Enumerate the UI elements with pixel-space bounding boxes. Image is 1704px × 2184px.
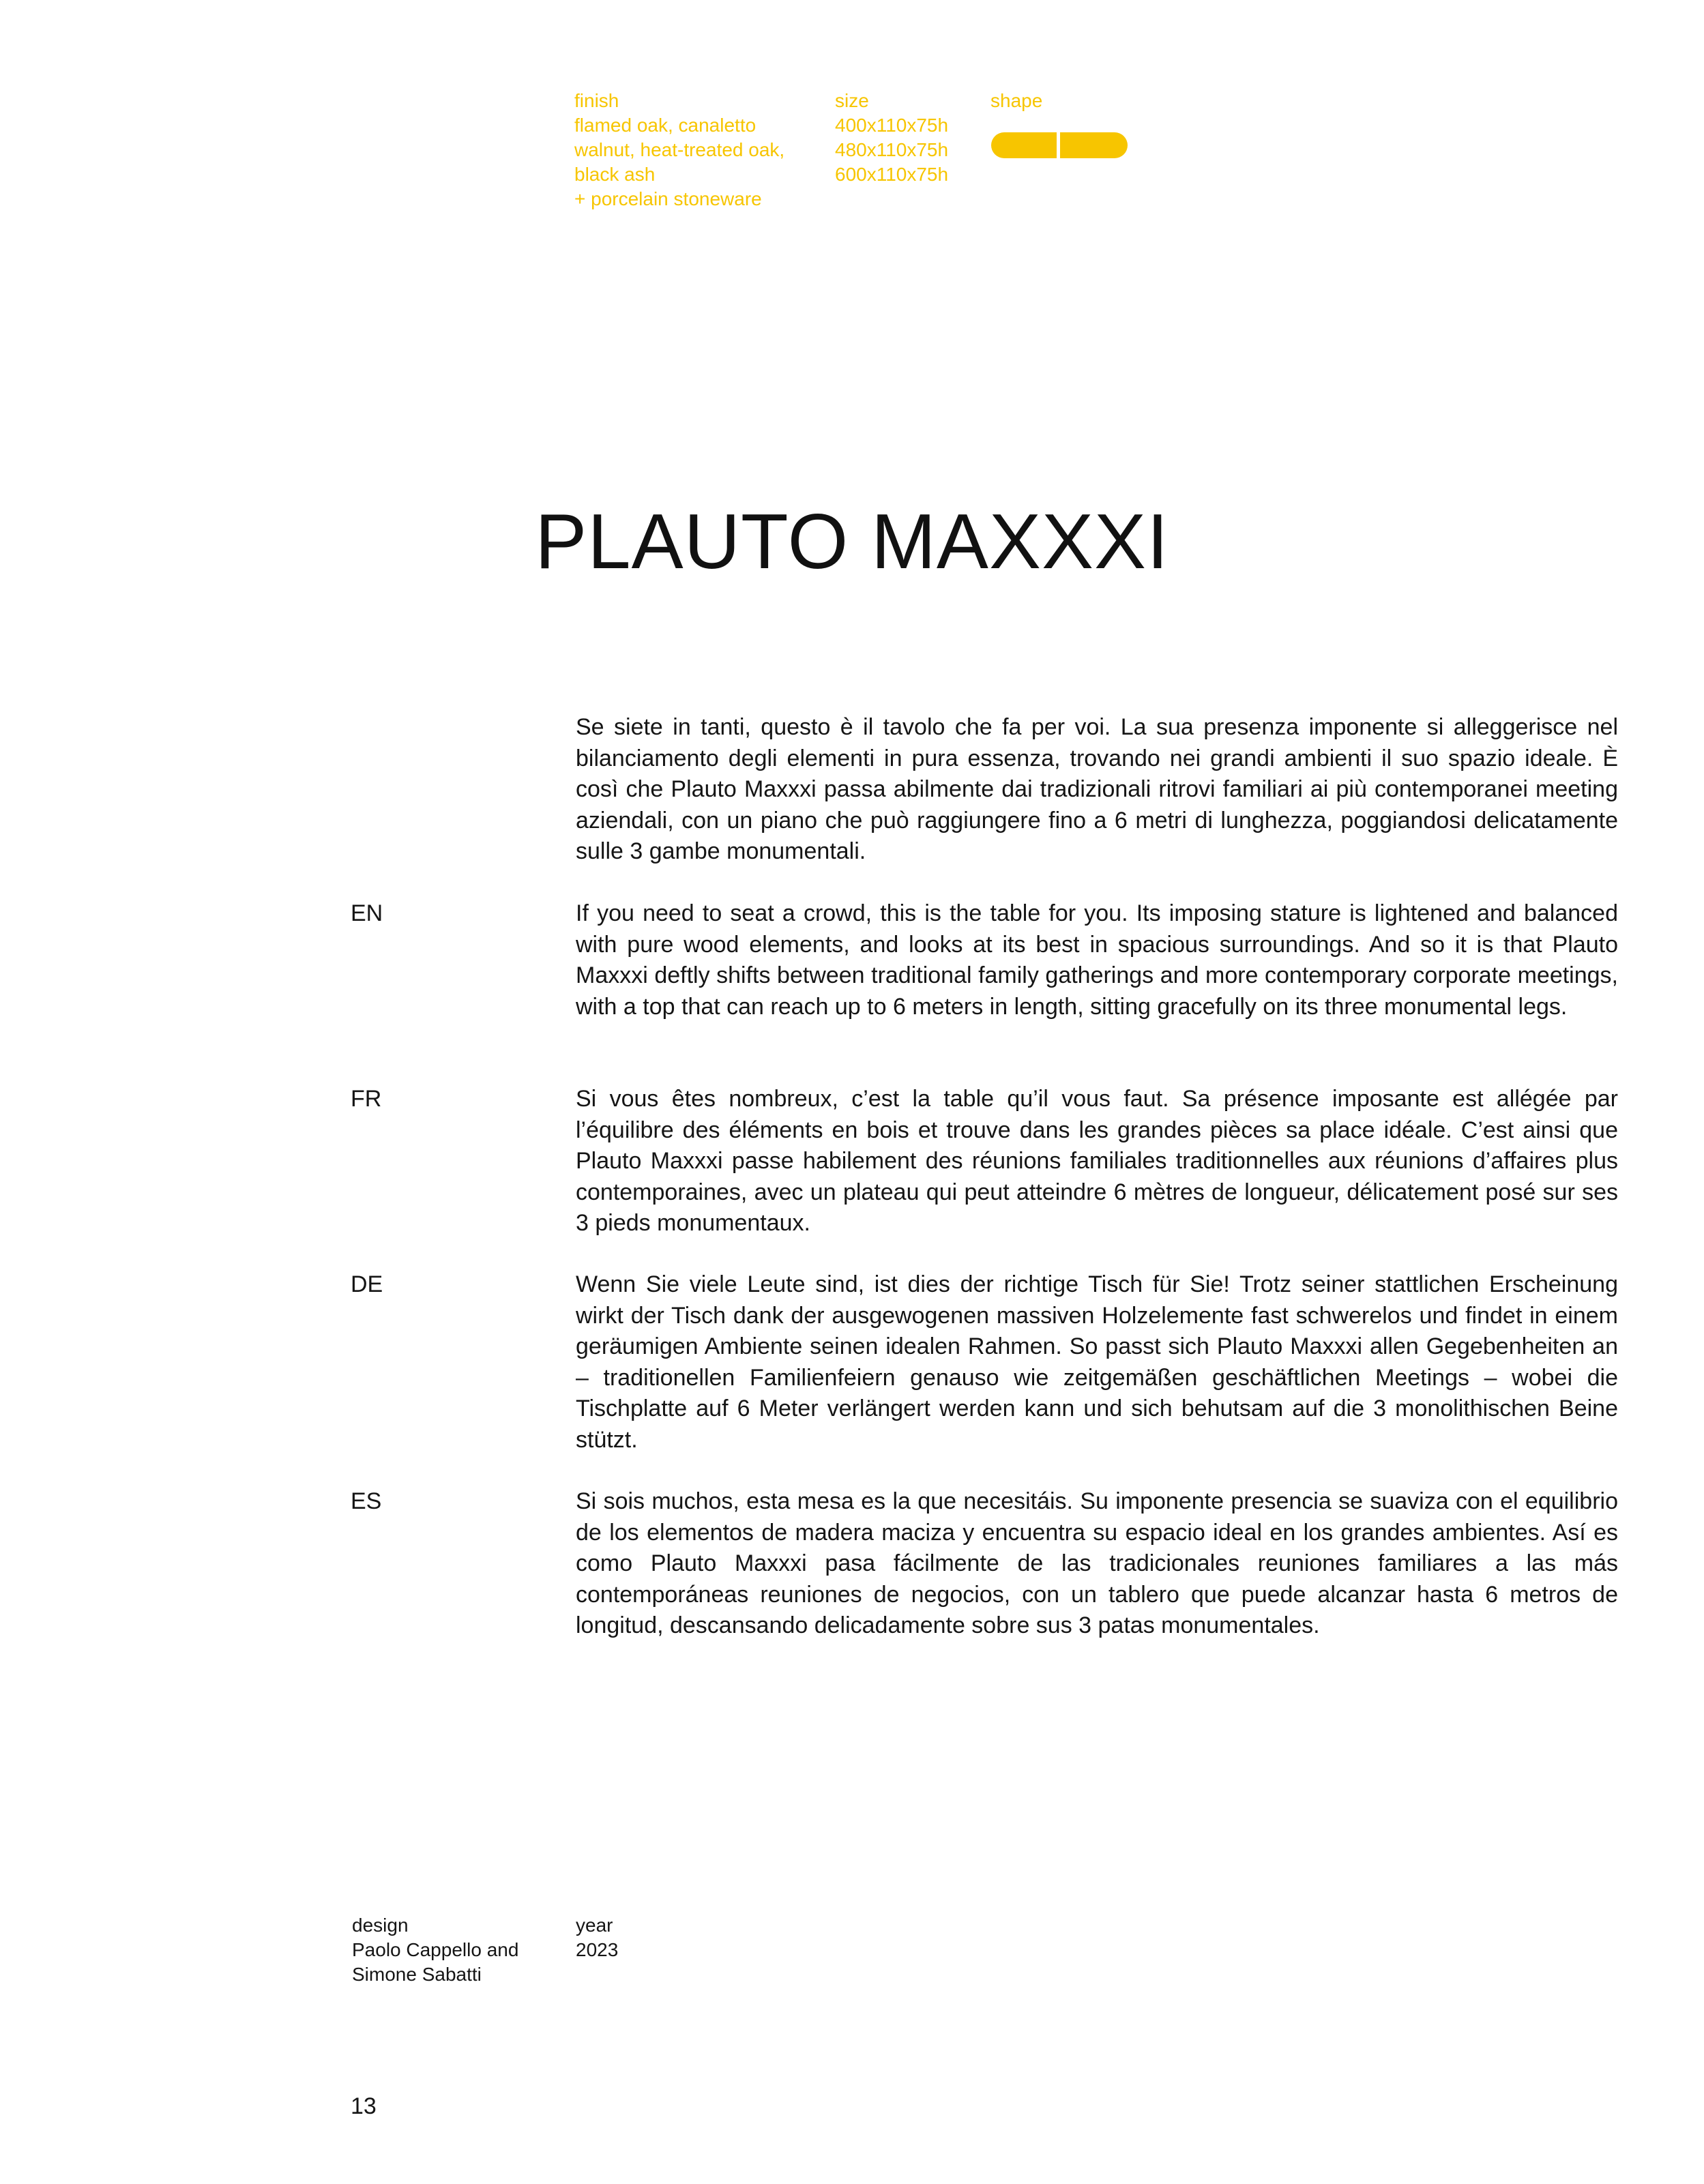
spec-size-label: size: [835, 90, 869, 111]
lang-label-es: ES: [351, 1488, 382, 1514]
spec-finish-line: black ash: [574, 164, 656, 185]
page-number: 13: [351, 2093, 377, 2119]
credit-design-line: Paolo Cappello and: [352, 1939, 519, 1960]
credit-year-value: 2023: [576, 1939, 619, 1960]
paragraph-en: If you need to seat a crowd, this is the table for you. Its imposing stature is lightened and balanced with pure wood elements, and looks at its best in spacious surroundings. And so it is that Plauto Maxxxi deftly shifts between traditional family gatherings and more contemporary corporate meetings, with a top that can reach up to 6 meters in length, sitting gracefully on its three monumental legs.: [576, 900, 1618, 1020]
paragraph-es: Si sois muchos, esta mesa es la que necesitáis. Su imponente presencia se suaviza con el equilibrio de los elementos de madera maciza y encuentra su espacio ideal en los grandes ambientes. Así es como Plauto Maxxxi pasa fácilmente de las tradicionales reuniones familiares a las más contemporáneas reuniones de negocios, con un tablero que puede alcanzar hasta 6 metros de longitud, descansando delicadamente sobre sus 3 patas monumentales.: [576, 1488, 1618, 1638]
spec-size-line: 400x110x75h: [835, 115, 949, 136]
paragraph-de: Wenn Sie viele Leute sind, ist dies der richtige Tisch für Sie! Trotz seiner stattlichen Erscheinung wirkt der Tisch dank der ausgewogenen massiven Holzelemente fast schwerelos und findet in einem geräumigen Ambiente seinen idealen Rahmen. So passt sich Plauto Maxxxi allen Gegebenheiten an – traditionellen Familienfeiern genauso wie zeitgemäßen geschäftlichen Meetings – wobei die Tischplatte auf 6 Meter verlängert werden kann und sich behutsam auf die 3 monolithischen Beine stützt.: [576, 1271, 1618, 1453]
credit-year-label: year: [576, 1915, 613, 1936]
spec-size-line: 600x110x75h: [835, 164, 949, 185]
page-title: PLAUTO MAXXXI: [535, 499, 1169, 585]
spec-size-line: 480x110x75h: [835, 139, 949, 160]
table-shape-icon: [991, 132, 1128, 158]
spec-finish-line: + porcelain stoneware: [574, 188, 762, 209]
spec-shape: [990, 89, 1168, 113]
spec-shape-label: shape: [990, 90, 1043, 111]
spec-finish-line: flamed oak, canaletto: [574, 115, 756, 136]
lang-label-fr: FR: [351, 1086, 382, 1112]
spec-size: [835, 89, 971, 187]
spec-finish-label: finish: [574, 90, 619, 111]
paragraph-it: Se siete in tanti, questo è il tavolo che fa per voi. La sua presenza imponente si alleggerisce nel bilanciamento degli elementi in pura essenza, trovando nei grandi ambienti il suo spazio ideale. È così che Plauto Maxxxi passa abilmente dai tradizionali ritrovi familiari ai più contemporanei meeting aziendali, con un piano che può raggiungere fino a 6 metri di lunghezza, poggiandosi delicatamente sulle 3 gambe monumentali.: [576, 714, 1618, 864]
credit-design: [352, 1913, 518, 1987]
credit-year: [576, 1913, 618, 1962]
table-shape-divider: [1057, 132, 1060, 158]
lang-label-de: DE: [351, 1271, 383, 1297]
paragraph-fr: Si vous êtes nombreux, c’est la table qu’il vous faut. Sa présence imposante est allégée par l’équilibre des éléments en bois et trouve dans les grandes pièces sa place idéale. C’est ainsi que Plauto Maxxxi passe habilement des réunions familiales traditionnelles aux réunions d’affaires plus contemporaines, avec un plateau qui peut atteindre 6 mètres de longueur, délicatement posé sur ses 3 pieds monumentaux.: [576, 1086, 1618, 1236]
credit-design-line: Simone Sabatti: [352, 1964, 482, 1985]
spec-finish: [574, 89, 820, 211]
lang-label-en: EN: [351, 900, 383, 926]
credit-design-label: design: [352, 1915, 409, 1936]
spec-finish-line: walnut, heat-treated oak,: [574, 139, 785, 160]
